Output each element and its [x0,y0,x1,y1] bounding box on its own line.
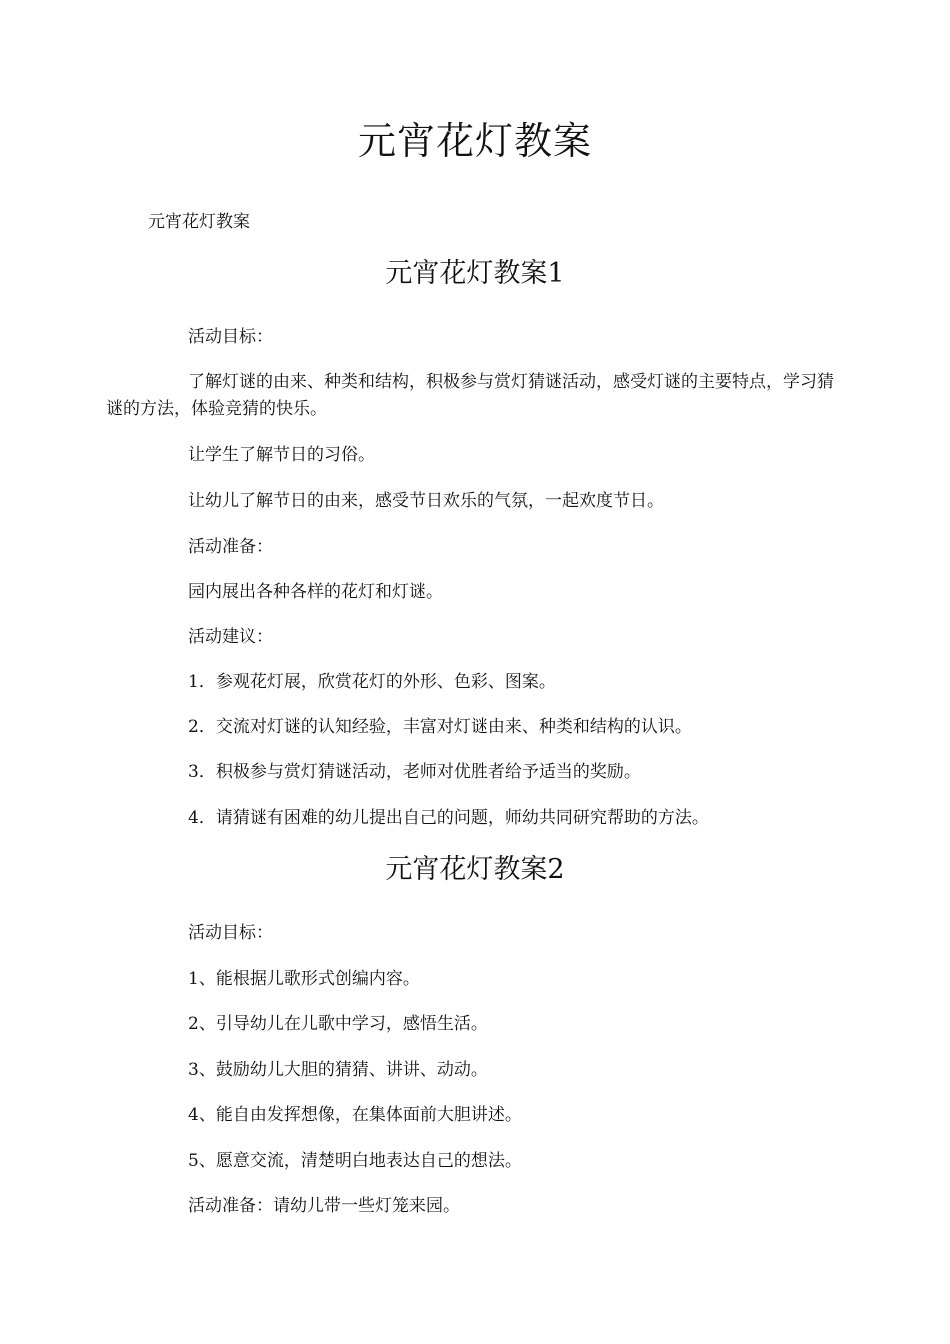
section-1-suggestion-2: 2．交流对灯谜的认知经验，丰富对灯谜由来、种类和结构的认识。 [188,717,692,737]
section-1-goals-label: 活动目标： [188,327,273,347]
section-1-heading: 元宵花灯教案1 [385,258,565,289]
section-1-goal-1: 了解灯谜的由来、种类和结构，积极参与赏灯猜谜活动，感受灯谜的主要特点，学习猜谜的方法，体验竞猜的快乐。 [106,372,834,419]
section-2-heading: 元宵花灯教案2 [385,854,565,885]
section-2-goal-4: 4、能自由发挥想像，在集体面前大胆讲述。 [188,1105,522,1125]
section-1-suggestion-1: 1．参观花灯展，欣赏花灯的外形、色彩、图案。 [188,672,556,692]
document-subtitle: 元宵花灯教案 [148,212,250,232]
document-title: 元宵花灯教案 [357,119,592,163]
section-2-prep-text: 活动准备：请幼儿带一些灯笼来园。 [188,1196,460,1216]
section-2-goal-1: 1、能根据儿歌形式创编内容。 [188,969,420,989]
section-2-goal-2: 2、引导幼儿在儿歌中学习，感悟生活。 [188,1014,488,1034]
section-2-goals-label: 活动目标： [188,923,273,943]
section-1-goal-2: 让学生了解节日的习俗。 [188,445,375,465]
section-1-suggestion-3: 3．积极参与赏灯猜谜活动，老师对优胜者给予适当的奖励。 [188,762,641,782]
section-1-prep-label: 活动准备： [188,537,273,557]
section-1-suggest-label: 活动建议： [188,627,273,647]
section-2-goal-3: 3、鼓励幼儿大胆的猜猜、讲讲、动动。 [188,1060,488,1080]
section-1-suggestion-4: 4．请猜谜有困难的幼儿提出自己的问题，师幼共同研究帮助的方法。 [188,808,709,828]
section-1-goal-3: 让幼儿了解节日的由来，感受节日欢乐的气氛，一起欢度节日。 [188,491,664,511]
section-1-prep-text: 园内展出各种各样的花灯和灯谜。 [188,582,443,602]
section-2-goal-5: 5、愿意交流，清楚明白地表达自己的想法。 [188,1151,522,1171]
